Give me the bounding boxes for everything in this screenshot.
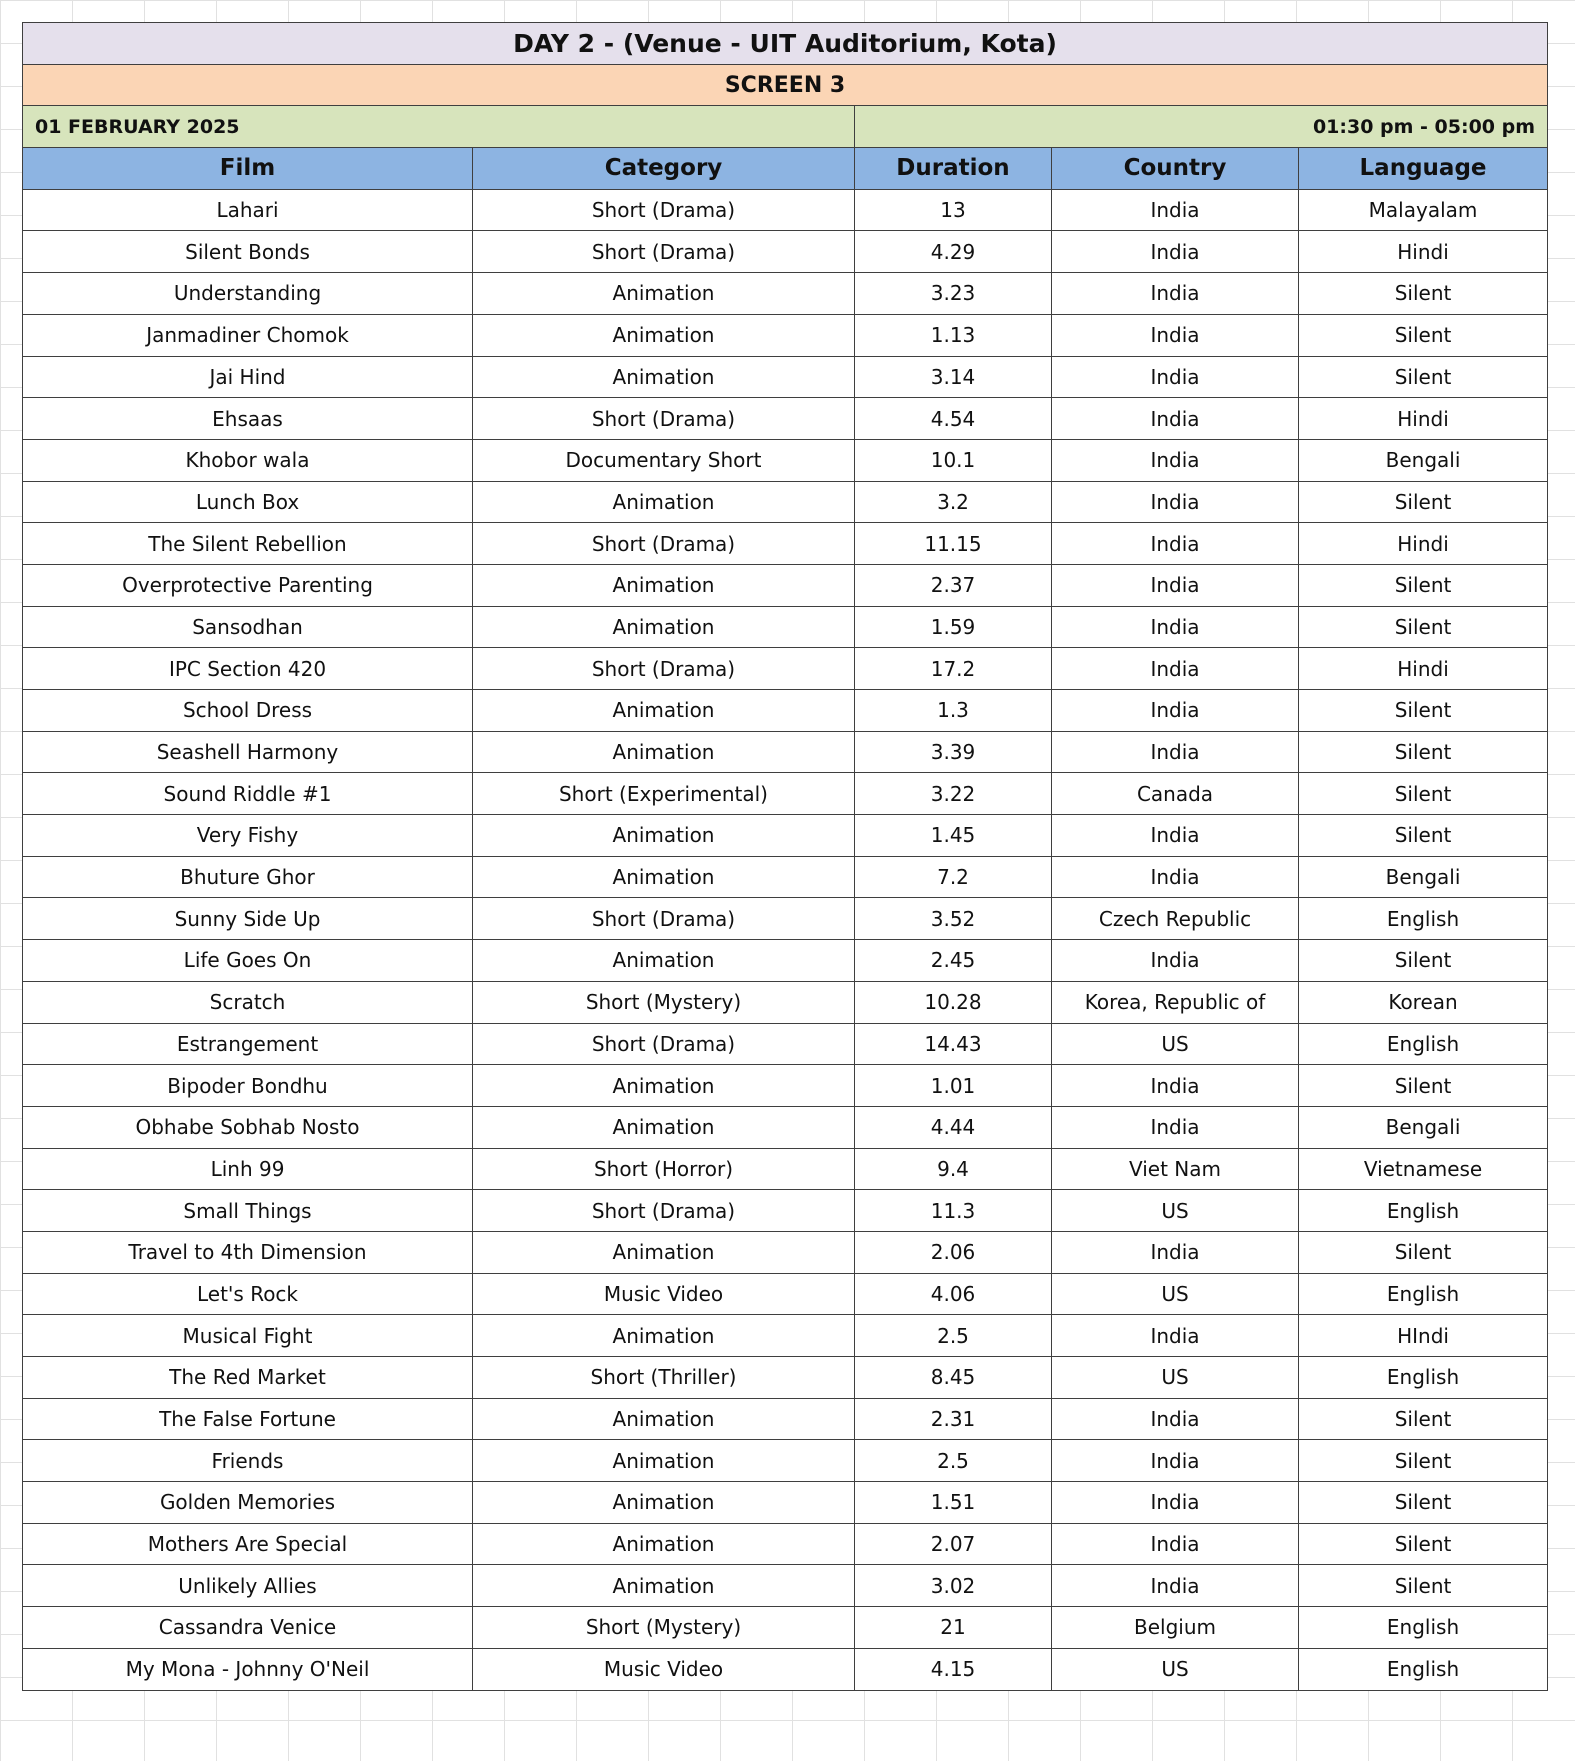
country-cell[interactable]: India <box>1052 314 1299 356</box>
country-cell[interactable]: India <box>1052 273 1299 315</box>
country-cell[interactable]: India <box>1052 231 1299 273</box>
category-cell[interactable]: Animation <box>473 940 855 982</box>
language-cell[interactable]: Silent <box>1299 356 1548 398</box>
film-cell[interactable]: Lahari <box>23 189 473 231</box>
category-cell[interactable]: Animation <box>473 1440 855 1482</box>
language-cell[interactable]: Vietnamese <box>1299 1148 1548 1190</box>
duration-cell[interactable]: 4.29 <box>855 231 1052 273</box>
category-cell[interactable]: Animation <box>473 481 855 523</box>
table-row <box>23 1273 1548 1315</box>
table-row <box>23 481 1548 523</box>
country-cell[interactable]: US <box>1052 1023 1299 1065</box>
table-row <box>23 1440 1548 1482</box>
country-cell[interactable]: India <box>1052 398 1299 440</box>
film-cell[interactable]: IPC Section 420 <box>23 648 473 690</box>
table-row <box>23 1231 1548 1273</box>
duration-cell[interactable]: 3.52 <box>855 898 1052 940</box>
duration-cell[interactable]: 2.31 <box>855 1398 1052 1440</box>
category-cell[interactable]: Music Video <box>473 1273 855 1315</box>
table-row <box>23 690 1548 732</box>
film-cell[interactable]: Jai Hind <box>23 356 473 398</box>
category-cell[interactable]: Short (Drama) <box>473 1023 855 1065</box>
country-cell[interactable]: India <box>1052 523 1299 565</box>
language-cell[interactable]: Hindi <box>1299 231 1548 273</box>
table-row <box>23 1398 1548 1440</box>
film-cell[interactable]: Linh 99 <box>23 1148 473 1190</box>
country-cell[interactable]: US <box>1052 1190 1299 1232</box>
table-row <box>23 356 1548 398</box>
category-cell[interactable]: Animation <box>473 1231 855 1273</box>
film-cell[interactable]: Obhabe Sobhab Nosto <box>23 1106 473 1148</box>
column-header-film[interactable]: Film <box>23 148 473 190</box>
film-cell[interactable]: Understanding <box>23 273 473 315</box>
duration-cell[interactable]: 3.14 <box>855 356 1052 398</box>
language-cell[interactable]: Silent <box>1299 564 1548 606</box>
film-cell[interactable]: Sound Riddle #1 <box>23 773 473 815</box>
category-cell[interactable]: Short (Drama) <box>473 189 855 231</box>
table-row <box>23 1607 1548 1649</box>
language-cell[interactable]: Silent <box>1299 314 1548 356</box>
duration-cell[interactable]: 3.02 <box>855 1565 1052 1607</box>
country-cell[interactable]: India <box>1052 1065 1299 1107</box>
film-rows <box>23 189 1548 1690</box>
country-cell[interactable]: India <box>1052 1440 1299 1482</box>
language-cell[interactable]: Silent <box>1299 481 1548 523</box>
duration-cell[interactable]: 4.06 <box>855 1273 1052 1315</box>
language-cell[interactable]: Silent <box>1299 1482 1548 1524</box>
duration-cell[interactable]: 1.45 <box>855 815 1052 857</box>
category-cell[interactable]: Short (Mystery) <box>473 981 855 1023</box>
table-row <box>23 898 1548 940</box>
duration-cell[interactable]: 2.45 <box>855 940 1052 982</box>
category-cell[interactable]: Animation <box>473 356 855 398</box>
film-cell[interactable]: My Mona - Johnny O'Neil <box>23 1648 473 1690</box>
language-cell[interactable]: English <box>1299 1273 1548 1315</box>
film-cell[interactable]: Friends <box>23 1440 473 1482</box>
language-cell[interactable]: HIndi <box>1299 1315 1548 1357</box>
table-row <box>23 940 1548 982</box>
category-cell[interactable]: Short (Drama) <box>473 523 855 565</box>
country-cell[interactable]: India <box>1052 1398 1299 1440</box>
language-cell[interactable]: Silent <box>1299 1065 1548 1107</box>
country-cell[interactable]: India <box>1052 189 1299 231</box>
country-cell[interactable]: Czech Republic <box>1052 898 1299 940</box>
table-row <box>23 773 1548 815</box>
duration-cell[interactable]: 11.15 <box>855 523 1052 565</box>
language-cell[interactable]: Silent <box>1299 606 1548 648</box>
film-cell[interactable]: The False Fortune <box>23 1398 473 1440</box>
category-cell[interactable]: Short (Drama) <box>473 898 855 940</box>
duration-cell[interactable]: 10.1 <box>855 439 1052 481</box>
film-cell[interactable]: Ehsaas <box>23 398 473 440</box>
country-cell[interactable]: Canada <box>1052 773 1299 815</box>
film-cell[interactable]: Small Things <box>23 1190 473 1232</box>
category-cell[interactable]: Animation <box>473 1482 855 1524</box>
language-cell[interactable]: Bengali <box>1299 439 1548 481</box>
table-row <box>23 648 1548 690</box>
language-cell[interactable]: Silent <box>1299 1440 1548 1482</box>
film-cell[interactable]: Golden Memories <box>23 1482 473 1524</box>
language-cell[interactable]: Silent <box>1299 1398 1548 1440</box>
film-cell[interactable]: Travel to 4th Dimension <box>23 1231 473 1273</box>
table-row <box>23 189 1548 231</box>
category-cell[interactable]: Animation <box>473 1106 855 1148</box>
film-cell[interactable]: The Red Market <box>23 1357 473 1399</box>
table-row <box>23 398 1548 440</box>
country-cell[interactable]: India <box>1052 815 1299 857</box>
category-cell[interactable]: Short (Drama) <box>473 648 855 690</box>
country-cell[interactable]: India <box>1052 439 1299 481</box>
language-cell[interactable]: Silent <box>1299 1523 1548 1565</box>
table-row <box>23 273 1548 315</box>
category-cell[interactable]: Short (Horror) <box>473 1148 855 1190</box>
country-cell[interactable]: India <box>1052 356 1299 398</box>
film-cell[interactable]: The Silent Rebellion <box>23 523 473 565</box>
date-cell[interactable]: 01 FEBRUARY 2025 <box>23 106 855 148</box>
language-cell[interactable]: Korean <box>1299 981 1548 1023</box>
table-row <box>23 1523 1548 1565</box>
film-cell[interactable]: Sansodhan <box>23 606 473 648</box>
category-cell[interactable]: Animation <box>473 815 855 857</box>
country-cell[interactable]: India <box>1052 1315 1299 1357</box>
country-cell[interactable]: India <box>1052 606 1299 648</box>
language-cell[interactable]: Bengali <box>1299 1106 1548 1148</box>
category-cell[interactable]: Music Video <box>473 1648 855 1690</box>
country-cell[interactable]: India <box>1052 690 1299 732</box>
category-cell[interactable]: Short (Drama) <box>473 1190 855 1232</box>
country-cell[interactable]: India <box>1052 648 1299 690</box>
category-cell[interactable]: Short (Drama) <box>473 398 855 440</box>
table-row <box>23 1148 1548 1190</box>
category-cell[interactable]: Animation <box>473 1315 855 1357</box>
table-row <box>23 564 1548 606</box>
country-cell[interactable]: India <box>1052 1565 1299 1607</box>
film-cell[interactable]: Janmadiner Chomok <box>23 314 473 356</box>
table-row <box>23 1565 1548 1607</box>
country-cell[interactable]: US <box>1052 1273 1299 1315</box>
film-cell[interactable]: Khobor wala <box>23 439 473 481</box>
duration-cell[interactable]: 3.22 <box>855 773 1052 815</box>
language-cell[interactable]: English <box>1299 1190 1548 1232</box>
title-row <box>23 23 1548 65</box>
category-cell[interactable]: Animation <box>473 1565 855 1607</box>
category-cell[interactable]: Short (Thriller) <box>473 1357 855 1399</box>
header-row <box>23 148 1548 190</box>
category-cell[interactable]: Short (Experimental) <box>473 773 855 815</box>
country-cell[interactable]: Viet Nam <box>1052 1148 1299 1190</box>
category-cell[interactable]: Short (Drama) <box>473 231 855 273</box>
country-cell[interactable]: India <box>1052 1231 1299 1273</box>
table-row <box>23 1190 1548 1232</box>
page-title[interactable]: DAY 2 - (Venue - UIT Auditorium, Kota) <box>23 23 1548 65</box>
duration-cell[interactable]: 4.54 <box>855 398 1052 440</box>
duration-cell[interactable]: 21 <box>855 1607 1052 1649</box>
table-row <box>23 731 1548 773</box>
duration-cell[interactable]: 8.45 <box>855 1357 1052 1399</box>
category-cell[interactable]: Animation <box>473 273 855 315</box>
duration-cell[interactable]: 2.06 <box>855 1231 1052 1273</box>
duration-cell[interactable]: 1.3 <box>855 690 1052 732</box>
duration-cell[interactable]: 9.4 <box>855 1148 1052 1190</box>
film-cell[interactable]: Very Fishy <box>23 815 473 857</box>
country-cell[interactable]: US <box>1052 1357 1299 1399</box>
duration-cell[interactable]: 2.5 <box>855 1440 1052 1482</box>
film-cell[interactable]: Unlikely Allies <box>23 1565 473 1607</box>
language-cell[interactable]: English <box>1299 1357 1548 1399</box>
language-cell[interactable]: Hindi <box>1299 523 1548 565</box>
category-cell[interactable]: Animation <box>473 1065 855 1107</box>
category-cell[interactable]: Animation <box>473 564 855 606</box>
column-header-country[interactable]: Country <box>1052 148 1299 190</box>
film-cell[interactable]: Lunch Box <box>23 481 473 523</box>
country-cell[interactable]: US <box>1052 1648 1299 1690</box>
language-cell[interactable]: Silent <box>1299 731 1548 773</box>
country-cell[interactable]: India <box>1052 856 1299 898</box>
country-cell[interactable]: India <box>1052 1106 1299 1148</box>
film-cell[interactable]: Scratch <box>23 981 473 1023</box>
category-cell[interactable]: Documentary Short <box>473 439 855 481</box>
country-cell[interactable]: Belgium <box>1052 1607 1299 1649</box>
table-row <box>23 815 1548 857</box>
category-cell[interactable]: Animation <box>473 731 855 773</box>
country-cell[interactable]: India <box>1052 1482 1299 1524</box>
duration-cell[interactable]: 4.15 <box>855 1648 1052 1690</box>
language-cell[interactable]: Silent <box>1299 773 1548 815</box>
duration-cell[interactable]: 17.2 <box>855 648 1052 690</box>
language-cell[interactable]: Silent <box>1299 273 1548 315</box>
duration-cell[interactable]: 4.44 <box>855 1106 1052 1148</box>
screen-row <box>23 64 1548 106</box>
film-cell[interactable]: Let's Rock <box>23 1273 473 1315</box>
column-header-duration[interactable]: Duration <box>855 148 1052 190</box>
date-time-row <box>23 106 1548 148</box>
country-cell[interactable]: India <box>1052 731 1299 773</box>
category-cell[interactable]: Short (Mystery) <box>473 1607 855 1649</box>
duration-cell[interactable]: 1.51 <box>855 1482 1052 1524</box>
duration-cell[interactable]: 14.43 <box>855 1023 1052 1065</box>
film-cell[interactable]: Musical Fight <box>23 1315 473 1357</box>
category-cell[interactable]: Animation <box>473 606 855 648</box>
language-cell[interactable]: Silent <box>1299 815 1548 857</box>
language-cell[interactable]: Hindi <box>1299 648 1548 690</box>
table-row <box>23 606 1548 648</box>
category-cell[interactable]: Animation <box>473 1523 855 1565</box>
duration-cell[interactable]: 11.3 <box>855 1190 1052 1232</box>
film-cell[interactable]: Silent Bonds <box>23 231 473 273</box>
column-header-language[interactable]: Language <box>1299 148 1548 190</box>
film-cell[interactable]: Bhuture Ghor <box>23 856 473 898</box>
language-cell[interactable]: Hindi <box>1299 398 1548 440</box>
country-cell[interactable]: India <box>1052 940 1299 982</box>
duration-cell[interactable]: 2.07 <box>855 1523 1052 1565</box>
duration-cell[interactable]: 7.2 <box>855 856 1052 898</box>
film-cell[interactable]: Life Goes On <box>23 940 473 982</box>
table-row <box>23 981 1548 1023</box>
table-row <box>23 1315 1548 1357</box>
table-row <box>23 1023 1548 1065</box>
table-row <box>23 439 1548 481</box>
film-cell[interactable]: Sunny Side Up <box>23 898 473 940</box>
column-header-category[interactable]: Category <box>473 148 855 190</box>
language-cell[interactable]: English <box>1299 1648 1548 1690</box>
language-cell[interactable]: Silent <box>1299 1565 1548 1607</box>
language-cell[interactable]: Silent <box>1299 1231 1548 1273</box>
duration-cell[interactable]: 13 <box>855 189 1052 231</box>
screen-label[interactable]: SCREEN 3 <box>23 64 1548 106</box>
table-row <box>23 1357 1548 1399</box>
time-cell[interactable]: 01:30 pm - 05:00 pm <box>855 106 1548 148</box>
table-row <box>23 1482 1548 1524</box>
country-cell[interactable]: India <box>1052 1523 1299 1565</box>
country-cell[interactable]: Korea, Republic of <box>1052 981 1299 1023</box>
duration-cell[interactable]: 2.37 <box>855 564 1052 606</box>
language-cell[interactable]: Bengali <box>1299 856 1548 898</box>
category-cell[interactable]: Animation <box>473 1398 855 1440</box>
duration-cell[interactable]: 1.01 <box>855 1065 1052 1107</box>
table-row <box>23 231 1548 273</box>
film-cell[interactable]: School Dress <box>23 690 473 732</box>
film-cell[interactable]: Bipoder Bondhu <box>23 1065 473 1107</box>
duration-cell[interactable]: 2.5 <box>855 1315 1052 1357</box>
film-cell[interactable]: Mothers Are Special <box>23 1523 473 1565</box>
language-cell[interactable]: Malayalam <box>1299 189 1548 231</box>
duration-cell[interactable]: 10.28 <box>855 981 1052 1023</box>
duration-cell[interactable]: 3.2 <box>855 481 1052 523</box>
table-row <box>23 856 1548 898</box>
table-row <box>23 1648 1548 1690</box>
duration-cell[interactable]: 3.39 <box>855 731 1052 773</box>
film-cell[interactable]: Estrangement <box>23 1023 473 1065</box>
language-cell[interactable]: English <box>1299 1023 1548 1065</box>
language-cell[interactable]: Silent <box>1299 940 1548 982</box>
film-cell[interactable]: Overprotective Parenting <box>23 564 473 606</box>
table-row <box>23 314 1548 356</box>
duration-cell[interactable]: 3.23 <box>855 273 1052 315</box>
film-cell[interactable]: Seashell Harmony <box>23 731 473 773</box>
schedule-table <box>22 22 1548 1691</box>
table-row <box>23 523 1548 565</box>
category-cell[interactable]: Animation <box>473 690 855 732</box>
duration-cell[interactable]: 1.13 <box>855 314 1052 356</box>
category-cell[interactable]: Animation <box>473 856 855 898</box>
language-cell[interactable]: English <box>1299 1607 1548 1649</box>
category-cell[interactable]: Animation <box>473 314 855 356</box>
table-row <box>23 1106 1548 1148</box>
film-cell[interactable]: Cassandra Venice <box>23 1607 473 1649</box>
duration-cell[interactable]: 1.59 <box>855 606 1052 648</box>
country-cell[interactable]: India <box>1052 481 1299 523</box>
country-cell[interactable]: India <box>1052 564 1299 606</box>
language-cell[interactable]: English <box>1299 898 1548 940</box>
language-cell[interactable]: Silent <box>1299 690 1548 732</box>
table-row <box>23 1065 1548 1107</box>
